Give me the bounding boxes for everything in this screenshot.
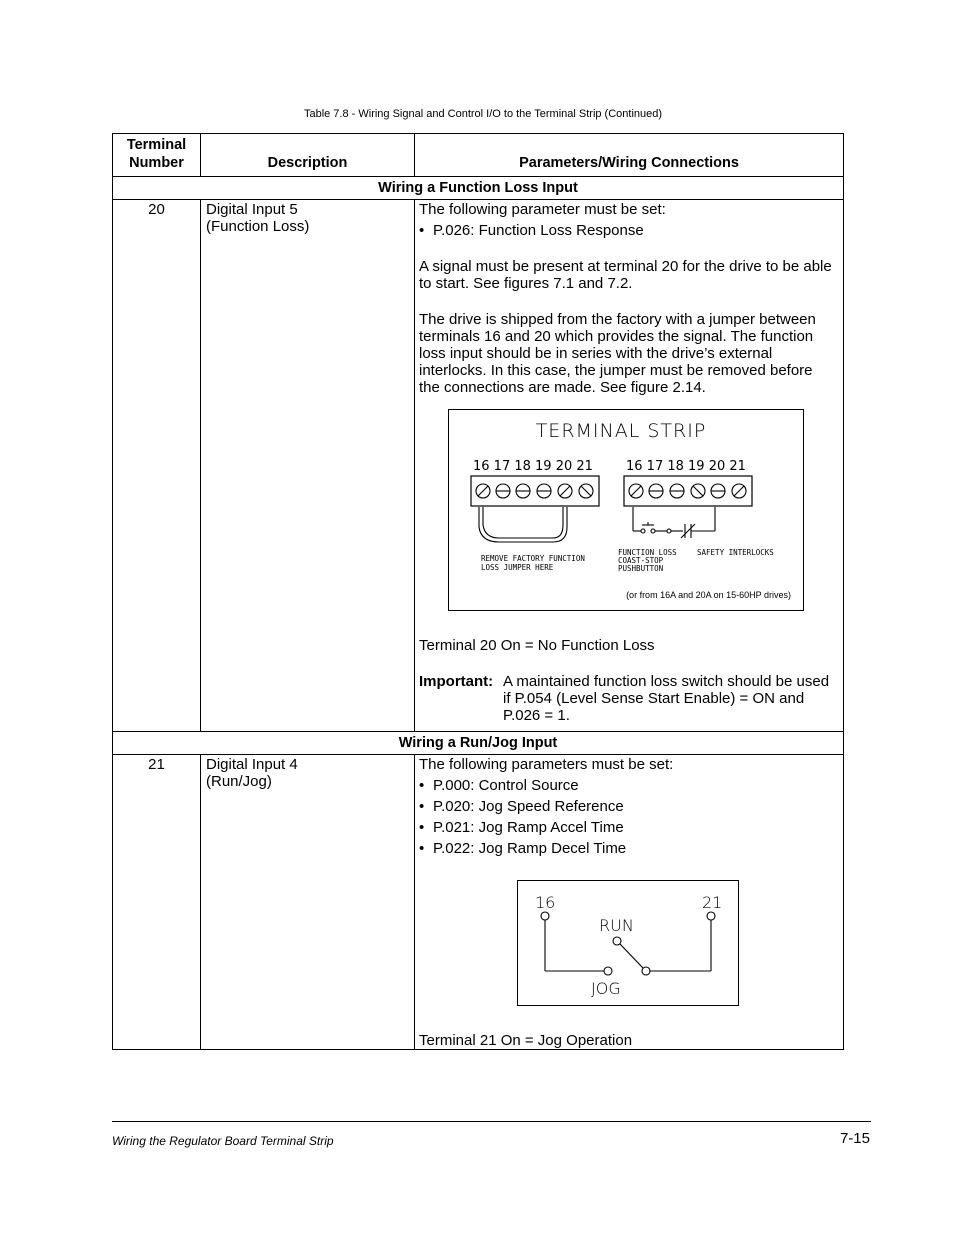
pushbutton-note-line2: COAST-STOP — [618, 556, 664, 565]
description-cell-21 — [201, 755, 415, 1050]
list-item — [419, 840, 833, 857]
important-note — [419, 673, 833, 724]
signal-paragraph: A signal must be present at terminal 20 for the drive to be able to start. See figures 7.1 and 7.2. — [419, 258, 832, 292]
safety-interlocks-note: SAFETY INTERLOCKS — [697, 548, 774, 557]
wiring-table — [112, 133, 844, 1050]
run-label: RUN — [599, 916, 634, 935]
bullet-text: P.021: Jog Ramp Accel Time — [433, 819, 624, 836]
bullet-text: P.000: Control Source — [433, 777, 579, 794]
description-line2: (Function Loss) — [206, 218, 310, 235]
list-item — [419, 798, 833, 815]
run-jog-figure — [517, 880, 739, 1006]
list-item — [419, 819, 833, 836]
footer-divider — [112, 1121, 871, 1122]
bullet-icon: • — [419, 840, 425, 857]
bullet-icon: • — [419, 222, 425, 239]
important-text: A maintained function loss switch should be used if P.054 (Level Sense Start Enable) = ON and P.026 = 1. — [503, 673, 830, 724]
description-line1: Digital Input 4 — [206, 756, 298, 773]
right-terminal-numbers: 16 17 18 19 20 21 — [626, 459, 746, 474]
bullet-text: P.026: Function Loss Response — [433, 222, 644, 239]
header-row — [113, 134, 844, 177]
terminal-21-label: 21 — [702, 893, 723, 912]
status-line-20: Terminal 20 On = No Function Loss — [419, 637, 655, 654]
terminal-strip-figure — [448, 409, 804, 611]
header-terminal-number — [113, 134, 201, 177]
remove-jumper-note-line2: LOSS JUMPER HERE — [481, 563, 554, 572]
header-description: Description — [201, 134, 415, 177]
page-number: 7-15 — [839, 1130, 870, 1147]
section-row-run-jog — [113, 732, 844, 755]
section-row-function-loss — [113, 177, 844, 200]
parameter-intro: The following parameter must be set: — [419, 201, 666, 218]
header-terminal-line1: Terminal — [126, 137, 187, 153]
terminal-strip-diagram — [449, 410, 803, 610]
table-row-terminal-21 — [113, 755, 844, 1050]
left-terminal-numbers: 16 17 18 19 20 21 — [473, 459, 593, 474]
table-row-terminal-20 — [113, 200, 844, 732]
terminal-number-20: 20 — [113, 200, 201, 732]
jumper-paragraph: The drive is shipped from the factory with a jumper between terminals 16 and 20 which provides the signal. The function loss input should be in series with the drive’s external interlocks. In this case, the jumper must be removed before the connections are made. See figure 2.14. — [419, 311, 816, 396]
description-line2: (Run/Jog) — [206, 773, 272, 790]
footer-section-title: Wiring the Regulator Board Terminal Strip — [112, 1134, 334, 1148]
bullet-icon: • — [419, 777, 425, 794]
pushbutton-note-line1: FUNCTION LOSS — [618, 548, 677, 557]
figure-title: TERMINAL STRIP — [535, 420, 707, 442]
remove-jumper-note-line1: REMOVE FACTORY FUNCTION — [481, 554, 585, 563]
bullet-icon: • — [419, 798, 425, 815]
parameters-cell-20 — [415, 200, 844, 732]
status-line-21: Terminal 21 On = Jog Operation — [419, 1032, 633, 1049]
parameter-intro: The following parameters must be set: — [419, 756, 674, 773]
parameters-cell-21 — [415, 755, 844, 1050]
jog-label: JOG — [591, 979, 621, 998]
description-cell-20 — [201, 200, 415, 732]
header-terminal-line2: Number — [129, 155, 184, 171]
list-item — [419, 222, 833, 239]
figure-footnote: (or from 16A and 20A on 15-60HP drives) — [626, 590, 791, 600]
table-caption: Table 7.8 - Wiring Signal and Control I/O to the Terminal Strip (Continued) — [303, 108, 663, 120]
section-title-run-jog: Wiring a Run/Jog Input — [113, 732, 844, 755]
terminal-16-label: 16 — [535, 893, 556, 912]
bullet-icon: • — [419, 819, 425, 836]
pushbutton-note-line3: PUSHBUTTON — [618, 564, 664, 573]
section-title-function-loss: Wiring a Function Loss Input — [113, 177, 844, 200]
header-parameters: Parameters/Wiring Connections — [415, 134, 844, 177]
description-line1: Digital Input 5 — [206, 201, 298, 218]
terminal-number-21: 21 — [113, 755, 201, 1050]
run-jog-diagram — [518, 881, 738, 1005]
external-interlock-wiring — [633, 507, 715, 538]
important-label: Important: — [419, 673, 494, 690]
bullet-text: P.020: Jog Speed Reference — [433, 798, 624, 815]
list-item — [419, 777, 833, 794]
bullet-text: P.022: Jog Ramp Decel Time — [433, 840, 627, 857]
